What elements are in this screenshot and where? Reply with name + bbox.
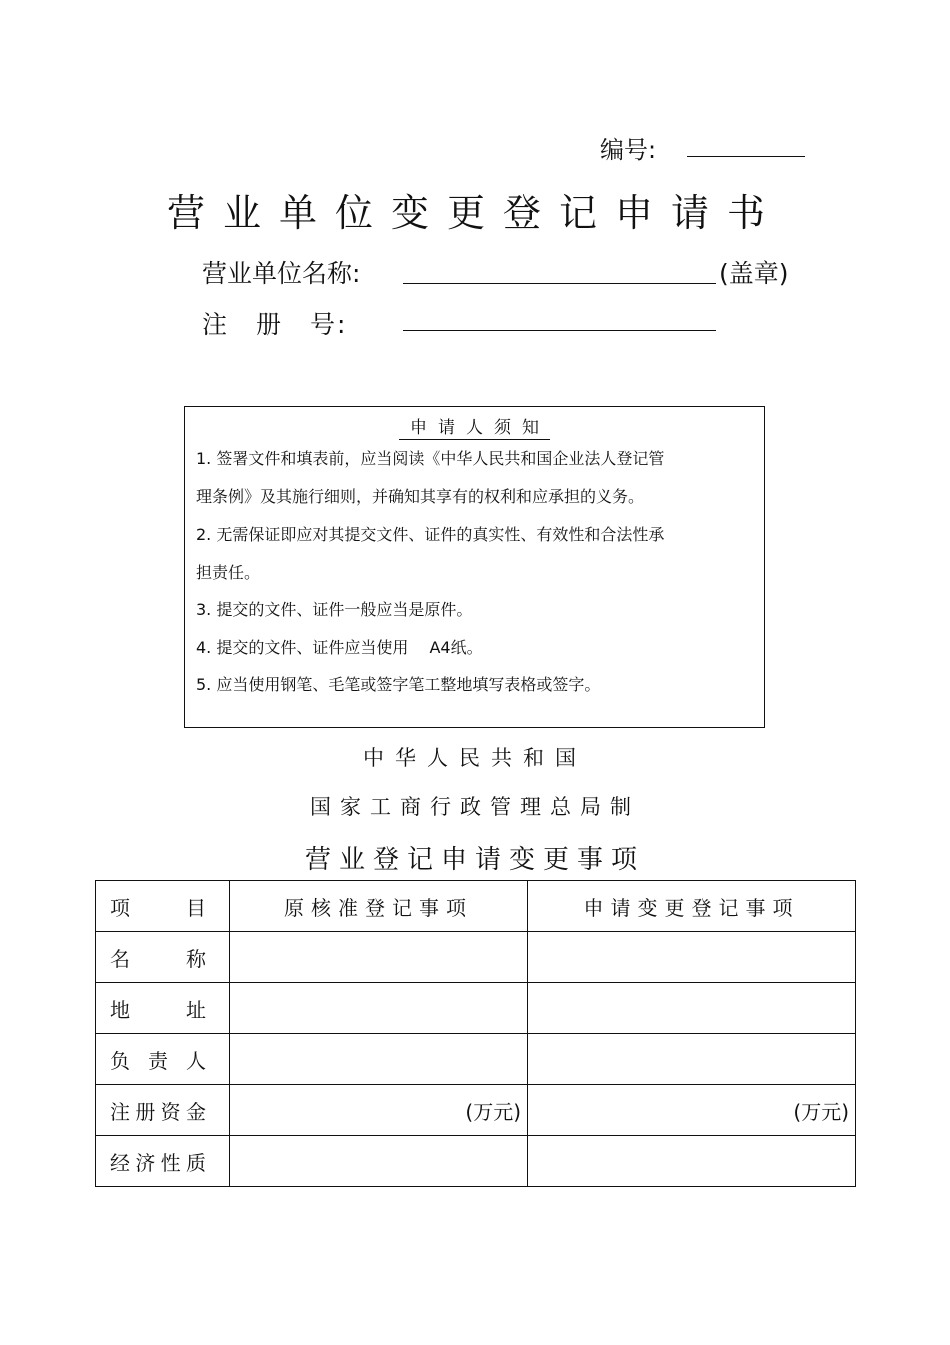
- spread-label: [110, 1045, 206, 1074]
- requested-value-cell[interactable]: [528, 983, 856, 1034]
- document-title: 营业单位变更登记申请书: [166, 191, 783, 235]
- table-row: [96, 1085, 856, 1136]
- label-char: 目: [186, 895, 206, 920]
- label-char: 负: [110, 1048, 130, 1073]
- row-label: [96, 1085, 230, 1136]
- column-header-requested: 申请变更登记事项: [528, 881, 856, 932]
- notice-title: 申请人须知: [185, 413, 764, 438]
- change-items-table: [95, 880, 856, 1187]
- label-char: 地: [110, 997, 130, 1022]
- table-row: [96, 1136, 856, 1187]
- label-char: 金: [185, 1099, 206, 1124]
- issuer-country: 中华人民共和国: [363, 746, 587, 770]
- table-row: [96, 1034, 856, 1085]
- column-header-original: 原核准登记事项: [230, 881, 528, 932]
- original-value-cell[interactable]: (万元): [230, 1085, 528, 1136]
- notice-line: 2. 无需保证即应对其提交文件、证件的真实性、有效性和合法性承: [196, 525, 665, 544]
- label-char: 质: [185, 1150, 206, 1175]
- seal-note: (盖章): [719, 259, 789, 288]
- label-char: 址: [186, 997, 206, 1022]
- requested-value-cell[interactable]: [528, 1034, 856, 1085]
- notice-line: 担责任。: [196, 563, 261, 582]
- label-char: 济: [135, 1150, 156, 1175]
- serial-number-field[interactable]: [687, 156, 805, 157]
- unit-name-label: 营业单位名称:: [202, 259, 361, 288]
- table-title: 营业登记申请变更事项: [304, 845, 645, 875]
- label-char: 名: [110, 946, 130, 971]
- label-char: 责: [148, 1048, 168, 1073]
- applicant-notice-box: [184, 406, 765, 728]
- spread-label: [110, 892, 206, 921]
- table-row: [96, 932, 856, 983]
- notice-line: 1. 签署文件和填表前，应当阅读《中华人民共和国企业法人登记管: [196, 449, 665, 468]
- requested-value-cell[interactable]: (万元): [528, 1085, 856, 1136]
- unit-name-field[interactable]: [403, 283, 716, 284]
- label-char: 注: [110, 1099, 130, 1124]
- label-char: 经: [110, 1150, 130, 1175]
- row-label: [96, 983, 230, 1034]
- serial-number-label: 编号:: [600, 136, 657, 164]
- label-char: 人: [186, 1048, 206, 1073]
- label-char: 资: [160, 1099, 181, 1124]
- label-char: 性: [160, 1150, 181, 1175]
- notice-line: 理条例》及其施行细则，并确知其享有的权利和应承担的义务。: [196, 487, 645, 506]
- issuer-bureau: 国家工商行政管理总局制: [310, 795, 640, 819]
- spread-label: [110, 994, 206, 1023]
- notice-line: 3. 提交的文件、证件一般应当是原件。: [196, 600, 473, 619]
- label-char: 项: [110, 895, 130, 920]
- registration-number-label: 注 册 号:: [202, 310, 348, 339]
- notice-line: 5. 应当使用钢笔、毛笔或签字笔工整地填写表格或签字。: [196, 675, 601, 694]
- table-header-row: [96, 881, 856, 932]
- original-value-cell[interactable]: [230, 983, 528, 1034]
- original-value-cell[interactable]: [230, 1136, 528, 1187]
- spread-label: [110, 1147, 206, 1176]
- original-value-cell[interactable]: [230, 1034, 528, 1085]
- row-label: [96, 932, 230, 983]
- column-header-item: [96, 881, 230, 932]
- label-char: 册: [135, 1099, 156, 1124]
- registration-number-field[interactable]: [403, 330, 716, 331]
- notice-line: 4. 提交的文件、证件应当使用 A4纸。: [196, 638, 483, 657]
- requested-value-cell[interactable]: [528, 1136, 856, 1187]
- spread-label: [110, 1096, 206, 1125]
- row-label: [96, 1136, 230, 1187]
- spread-label: [110, 943, 206, 972]
- row-label: [96, 1034, 230, 1085]
- original-value-cell[interactable]: [230, 932, 528, 983]
- requested-value-cell[interactable]: [528, 932, 856, 983]
- table-row: [96, 983, 856, 1034]
- label-char: 称: [186, 946, 206, 971]
